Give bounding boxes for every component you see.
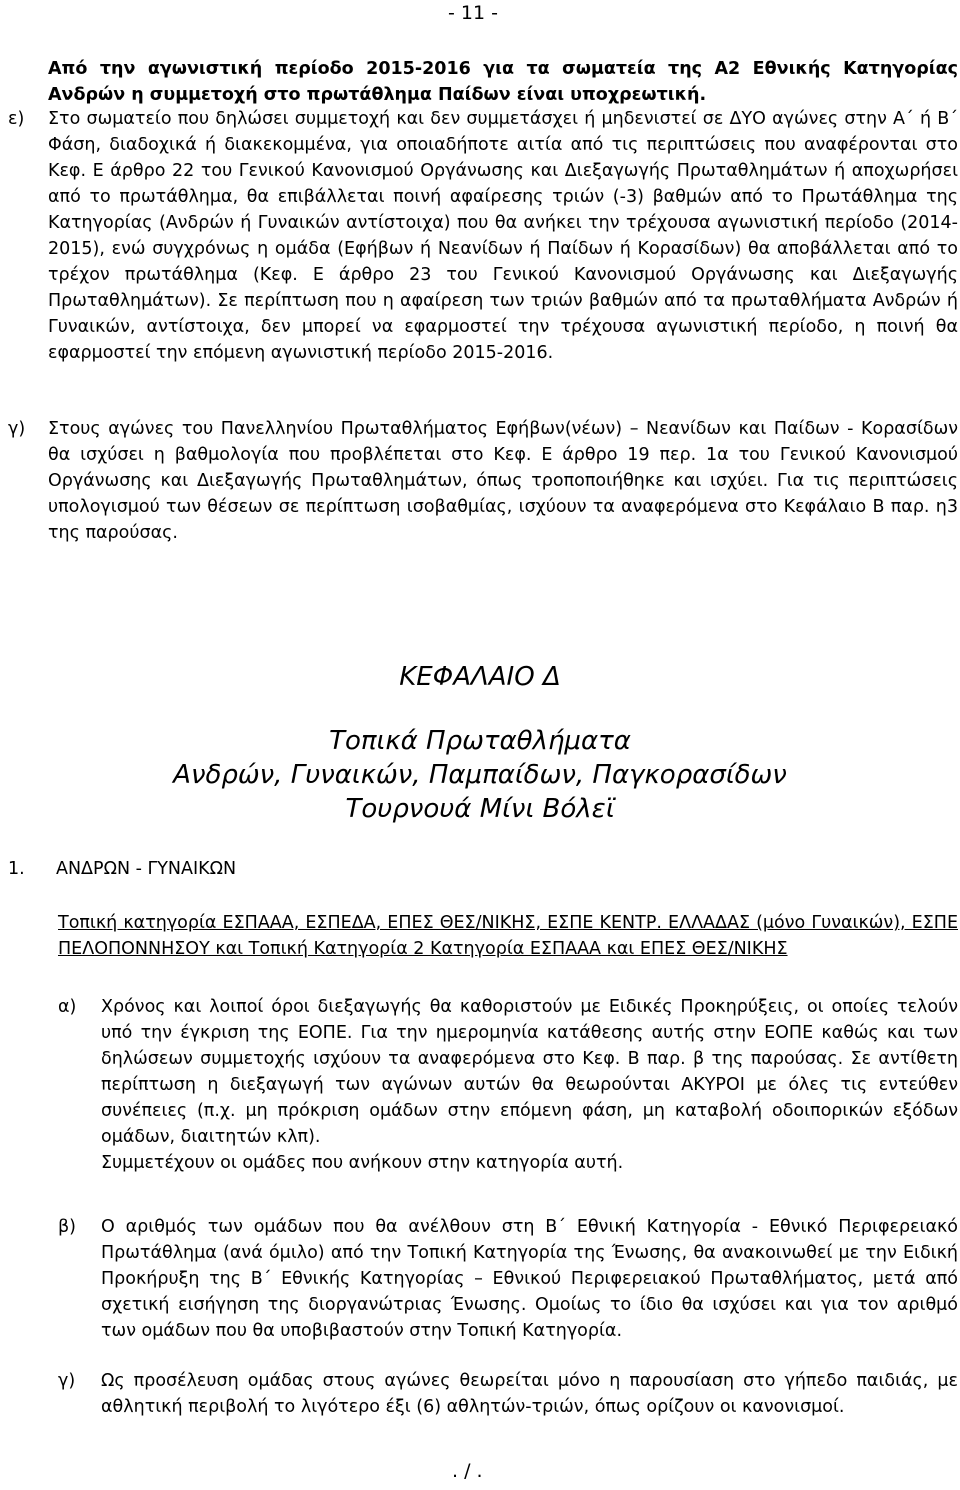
list-marker: β) [58, 1217, 76, 1237]
list-item-text: Χρόνος και λοιποί όροι διεξαγωγής θα καθοριστούν με Ειδικές Προκηρύξεις, οι οποίες τελούν υπό την έγκριση της ΕΟΠΕ. Για την ημερομηνία κατάθεσης αυτής στην ΕΟΠΕ καθώς και των δηλώσεων συμμετοχής ισχύουν τα αναφερόμενα στο Κεφ. Β παρ. β της παρούσας. Σε αντίθετη περίπτωση η διεξαγωγή των αγώνων αυτών θα θεωρούνται ΑΚΥΡΟΙ με όλες τις εντεύθεν συνέπειες (π.χ. μη πρόκριση ομάδων στην επόμενη φάση, μη καταβολή οδοιπορικών εξόδων ομάδων, διαιτητών κλπ). [101, 997, 958, 1147]
list-marker: α) [58, 997, 77, 1017]
list-marker: γ) [8, 419, 26, 439]
page-number: - 11 - [448, 2, 498, 24]
chapter-subtitle-1: Τοπικά Πρωταθλήματα [329, 726, 631, 756]
list-item-extra: Συμμετέχουν οι ομάδες που ανήκουν στην κατηγορία αυτή. [101, 1153, 624, 1173]
list-item-text: Ως προσέλευση ομάδας στους αγώνες θεωρείται μόνο η παρουσίαση στο γήπεδο παιδιάς, με αθλητική περιβολή το λιγότερο έξι (6) αθλητών-τριών, όπως ορίζουν οι κανονισμοί. [101, 1371, 958, 1417]
list-item-text: Στο σωματείο που δηλώσει συμμετοχή και δεν συμμετάσχει ή μηδενιστεί σε ΔΥΟ αγώνες στην Α΄ ή Β΄ Φάση, διαδοχικά ή διακεκομμένα, για οποιαδήποτε αιτία από τις περιπτώσεις που αναφέρονται στο Κεφ. Ε άρθρο 22 του Γενικού Κανονισμού Οργάνωσης και Διεξαγωγής Πρωταθλημάτων ή αποχωρήσει από το πρωτάθλημα, θα επιβάλλεται ποινή αφαίρεσης τριών (-3) βαθμών από το Πρωτάθλημα της Κατηγορίας (Ανδρών ή Γυναικών αντίστοιχα) που θα ανήκει την τρέχουσα αγωνιστική περίοδο (2014-2015), ενώ συγχρόνως η ομάδα (Εφήβων ή Νεανίδων ή Παίδων ή Κορασίδων) θα αποβάλλεται από το τρέχον πρωτάθλημα (Κεφ. Ε άρθρο 23 του Γενικού Κανονισμού Οργάνωσης και Διεξαγωγής Πρωταθλημάτων). Σε περίπτωση που η αφαίρεση των τριών βαθμών από τα πρωταθλήματα Ανδρών ή Γυναικών, αντίστοιχα, δεν μπορεί να εφαρμοστεί την τρέχουσα αγωνιστική περίοδο, η ποινή θα εφαρμοστεί την επόμενη αγωνιστική περίοδο 2015-2016. [48, 109, 958, 363]
continuation-mark: . / . [452, 1460, 483, 1482]
list-item-text: Στους αγώνες του Πανελληνίου Πρωταθλήματος Εφήβων(νέων) – Νεανίδων και Παίδων - Κορασίδων θα ισχύσει η βαθμολογία που προβλέπεται στο Κεφ. Ε άρθρο 19 περ. 1α του Γενικού Κανονισμού Οργάνωσης και Διεξαγωγής Πρωταθλημάτων, όπως τροποποιήθηκε και ισχύει. Για τις περιπτώσεις υπολογισμού των θέσεων σε περίπτωση ισοβαθμίας, ισχύουν τα αναφερόμενα στο Κεφάλαιο Β παρ. η3 της παρούσας. [48, 419, 958, 543]
list-item-g [8, 416, 958, 546]
list-item-text: Ο αριθμός των ομάδων που θα ανέλθουν στη Β΄ Εθνική Κατηγορία - Εθνικό Περιφερειακό Πρωτάθλημα (ανά όμιλο) από την Τοπική Κατηγορία της Ένωσης, θα ανακοινωθεί με την Ειδική Προκήρυξη της Β΄ Εθνικής Κατηγορίας – Εθνικού Περιφερειακού Πρωταθλήματος, μετά από σχετική εισήγηση της διοργανώτριας Ένωσης. Ομοίως το ίδιο θα ισχύσει και για τον αριθμό των ομάδων που θα υποβιβαστούν στην Τοπική Κατηγορία. [101, 1217, 958, 1341]
chapter-title: ΚΕΦΑΛΑΙΟ Δ [399, 662, 561, 692]
intro-paragraph: Από την αγωνιστική περίοδο 2015-2016 για τα σωματεία της Α2 Εθνικής Κατηγορίας Ανδρών η συμμετοχή στο πρωτάθλημα Παίδων είναι υποχρεωτική. [48, 59, 958, 105]
list-marker: γ) [58, 1371, 76, 1391]
list-item-e [8, 106, 958, 366]
list-marker: ε) [8, 109, 25, 129]
sub-item-a [58, 994, 958, 1176]
category-heading: Τοπική κατηγορία ΕΣΠΑΑΑ, ΕΣΠΕΔΑ, ΕΠΕΣ ΘΕΣ/ΝΙΚΗΣ, ΕΣΠΕ ΚΕΝΤΡ. ΕΛΛΑΔΑΣ (μόνο Γυναικών), ΕΣΠΕ ΠΕΛΟΠΟΝΝΗΣΟΥ και Τοπική Κατηγορία 2 Κατηγορία ΕΣΠΑΑΑ και ΕΠΕΣ ΘΕΣ/ΝΙΚΗΣ [58, 913, 958, 959]
sub-item-g [58, 1368, 958, 1420]
section-number: 1. [8, 859, 25, 879]
sub-item-b [58, 1214, 958, 1344]
chapter-subtitle-3: Τουρνουά Μίνι Βόλεϊ [345, 794, 615, 824]
chapter-subtitle-2: Ανδρών, Γυναικών, Παμπαίδων, Παγκορασίδων [173, 760, 787, 790]
section-label: ΑΝΔΡΩΝ - ΓΥΝΑΙΚΩΝ [56, 859, 237, 879]
